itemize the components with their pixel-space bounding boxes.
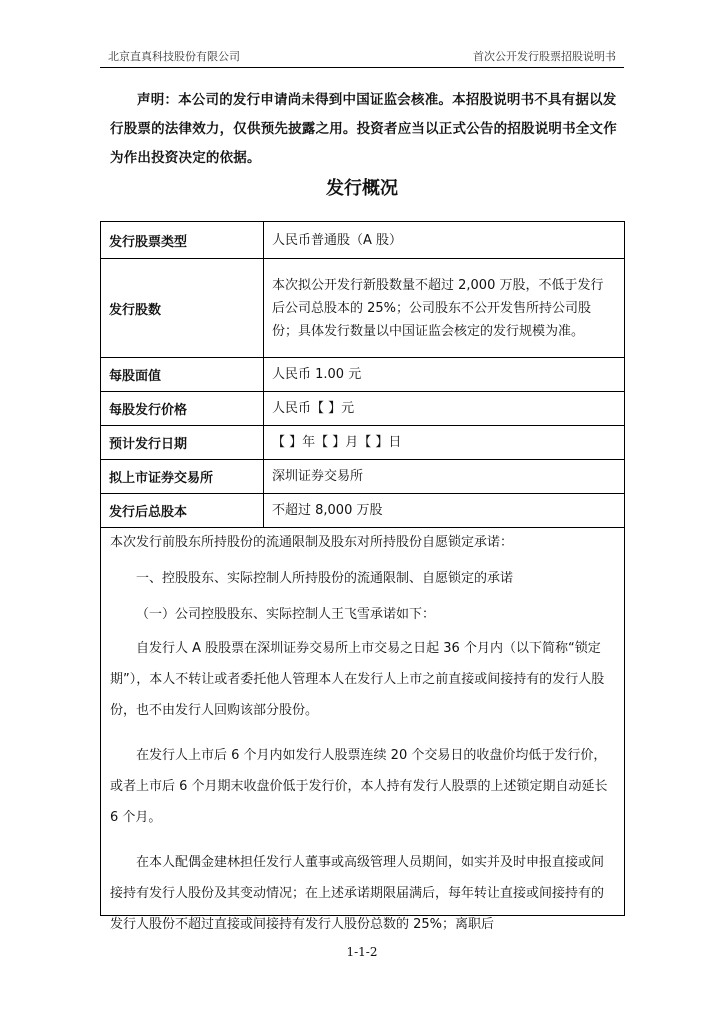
row-value: 人民币 1.00 元 [264,358,625,392]
table-row [101,222,625,259]
page-number: 1-1-2 [346,945,378,959]
subsection-heading: （一）公司控股股东、实际控制人王飞雪承诺如下： [136,607,436,622]
section-heading: 一、控股股东、实际控制人所持股份的流通限制、自愿锁定的承诺 [136,571,514,586]
row-value: 本次拟公开发行新股数量不超过 2,000 万股，不低于发行后公司总股本的 25%；公司股东不公开发售所持公司股份；具体发行数量以中国证监会核定的发行规模为准。 [264,259,625,358]
row-label: 发行股数 [101,259,264,358]
row-value: 【 】年【 】月【 】日 [264,426,625,460]
lockup-intro: 本次发行前股东所持股份的流通限制及股东对所持股份自愿锁定承诺： [110,535,514,550]
table-row [101,259,625,358]
paragraph-lockup-period: 自发行人 A 股股票在深圳证券交易所上市交易之日起 36 个月内（以下简称“锁定期”），本人不转让或者委托他人管理本人在发行人上市之前直接或间接持有的发行人股份，也不由发行人回购该部分股份。 [110,641,605,718]
declaration: 声明：本公司的发行申请尚未得到中国证监会核准。本招股说明书不具有据以发行股票的法律效力，仅供预先披露之用。投资者应当以正式公告的招股说明书全文作为作出投资决定的依据。 [110,92,617,166]
row-value: 人民币【 】元 [264,392,625,426]
row-label: 每股面值 [101,358,264,392]
header-rule [100,67,624,68]
row-value: 人民币普通股（A 股） [264,222,625,259]
row-value: 深圳证券交易所 [264,460,625,494]
paragraph-transfer-limit: 在本人配偶金建林担任发行人董事或高级管理人员期间，如实并及时申报直接或间接持有发行人股份及其变动情况；在上述承诺期限届满后，每年转让直接或间接持有的发行人股份不超过直接或间接持有发行人股份总数的 25%；离职后 [110,855,605,932]
table-row [101,358,625,392]
row-label: 预计发行日期 [101,426,264,460]
table-row [101,426,625,460]
table-row [101,392,625,426]
paragraph-lockup-extension: 在发行人上市后 6 个月内如发行人股票连续 20 个交易日的收盘价均低于发行价，或者上市后 6 个月期末收盘价低于发行价，本人持有发行人股票的上述锁定期自动延长 6 个月。 [110,748,608,825]
row-value: 不超过 8,000 万股 [264,494,625,528]
row-label: 发行后总股本 [101,494,264,528]
row-label: 拟上市证券交易所 [101,460,264,494]
row-label: 发行股票类型 [101,222,264,259]
header-company: 北京直真科技股份有限公司 [108,50,240,63]
offering-overview-table [100,221,625,528]
row-label: 每股发行价格 [101,392,264,426]
page-title: 发行概况 [326,178,398,199]
header-document-title: 首次公开发行股票招股说明书 [473,50,616,63]
table-row [101,494,625,528]
table-row [101,460,625,494]
lockup-commitments [100,525,625,932]
